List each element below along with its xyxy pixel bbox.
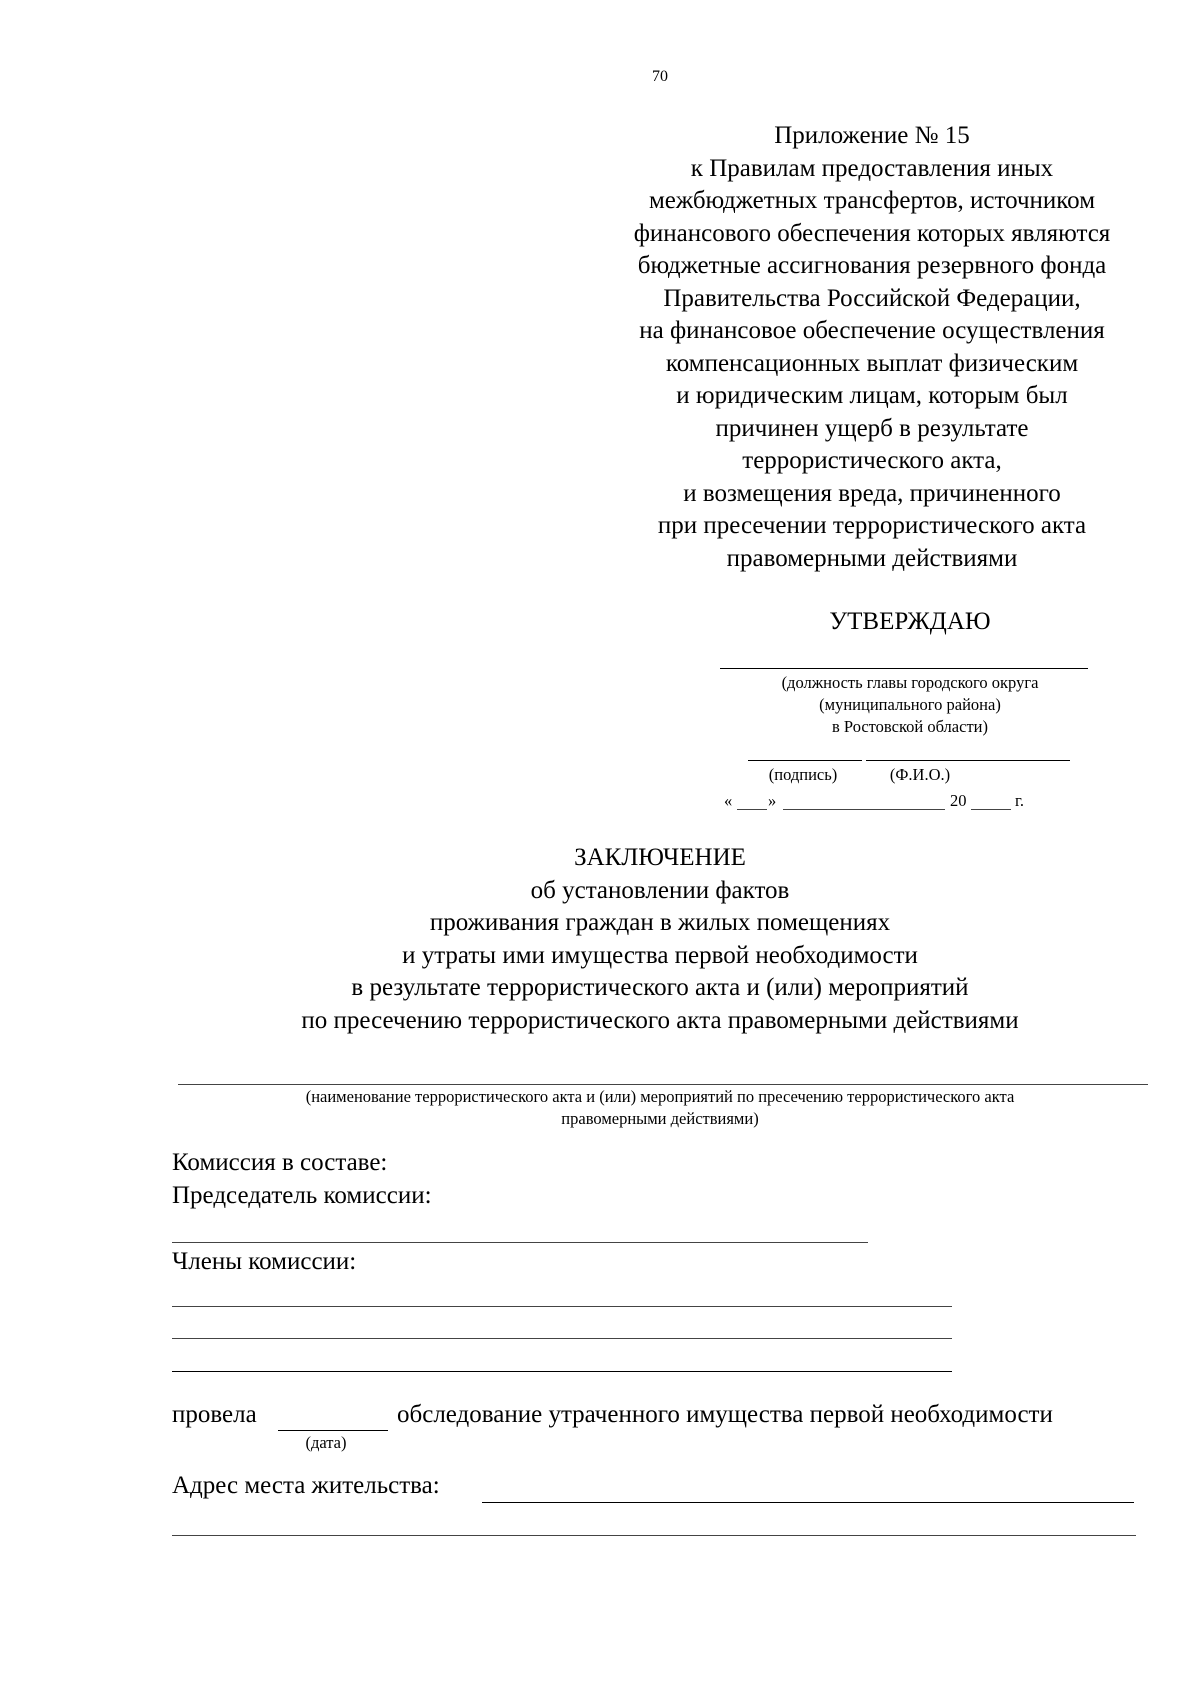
date-close-quote: » [768,791,777,810]
inspection-date-line [278,1430,388,1431]
signature-caption: (подпись) [768,765,838,784]
year-prefix: 20 [950,791,967,810]
inspection-date-caption: (дата) [305,1433,347,1452]
appendix-line: финансового обеспечения которых являются [633,219,1111,247]
appendix-line: и возмещения вреда, причиненного [683,479,1061,507]
document-title [150,842,1170,1037]
member-line [172,1338,952,1339]
title-line: и утраты ими имущества первой необходимости [402,941,918,969]
title-line: об установлении фактов [530,876,790,904]
title-line: проживания граждан в жилых помещениях [429,909,891,936]
inspection-suffix: обследование утраченного имущества первой необходимости [397,1401,1053,1428]
appendix-line: межбюджетных трансфертов, источником [648,187,1096,214]
appendix-header [594,120,1150,575]
chairman-line [172,1242,868,1243]
year-suffix: г. [1015,791,1025,810]
name-caption: (Ф.И.О.) [889,765,951,784]
day-line [737,809,767,810]
appendix-line: причинен ущерб в результате [715,414,1029,442]
act-caption-line: правомерными действиями) [561,1109,759,1128]
appendix-line: Приложение № 15 [774,122,970,149]
position-caption-line: (муниципального района) [819,695,1001,714]
title-line: в результате террористического акта и (или) мероприятий [351,974,969,1001]
date-open-quote: « [724,791,733,810]
address-line-2 [172,1535,1136,1536]
title-line: ЗАКЛЮЧЕНИЕ [574,844,746,871]
act-name-line [178,1084,1148,1085]
members-label: Члены комиссии: [172,1248,357,1275]
member-line [172,1306,952,1307]
title-line: по пресечению террористического акта правомерными действиями [301,1006,1019,1034]
appendix-line: к Правилам предоставления иных [690,154,1054,182]
month-line [783,809,945,810]
appendix-line: при пресечении террористического акта [657,512,1087,539]
position-caption-line: в Ростовской области) [832,717,988,736]
name-line [866,760,1070,761]
signature-line [748,760,862,761]
address-line [482,1502,1134,1503]
appendix-line: террористического акта, [742,447,1002,474]
year-line [971,809,1011,810]
chairman-label: Председатель комиссии: [172,1182,432,1209]
appendix-line: на финансовое обеспечение осуществления [639,317,1105,344]
approval-title: УТВЕРЖДАЮ [829,608,991,635]
position-line [720,668,1088,669]
appendix-line: правомерными действиями [726,544,1018,572]
appendix-line: компенсационных выплат физическим [665,349,1079,377]
appendix-line: бюджетные ассигнования резервного фонда [637,252,1107,279]
appendix-line: и юридическим лицам, которым был [676,382,1068,409]
page-number: 70 [652,68,668,85]
address-label: Адрес места жительства: [172,1472,440,1499]
commission-composition-label: Комиссия в составе: [172,1149,388,1176]
member-line [172,1371,952,1372]
appendix-line: Правительства Российской Федерации, [663,284,1081,312]
inspection-prefix: провела [172,1401,257,1428]
position-caption-line: (должность главы городского округа [781,673,1039,692]
act-caption-line: (наименование террористического акта и (или) мероприятий по пресечению террористического акта [305,1087,1015,1106]
